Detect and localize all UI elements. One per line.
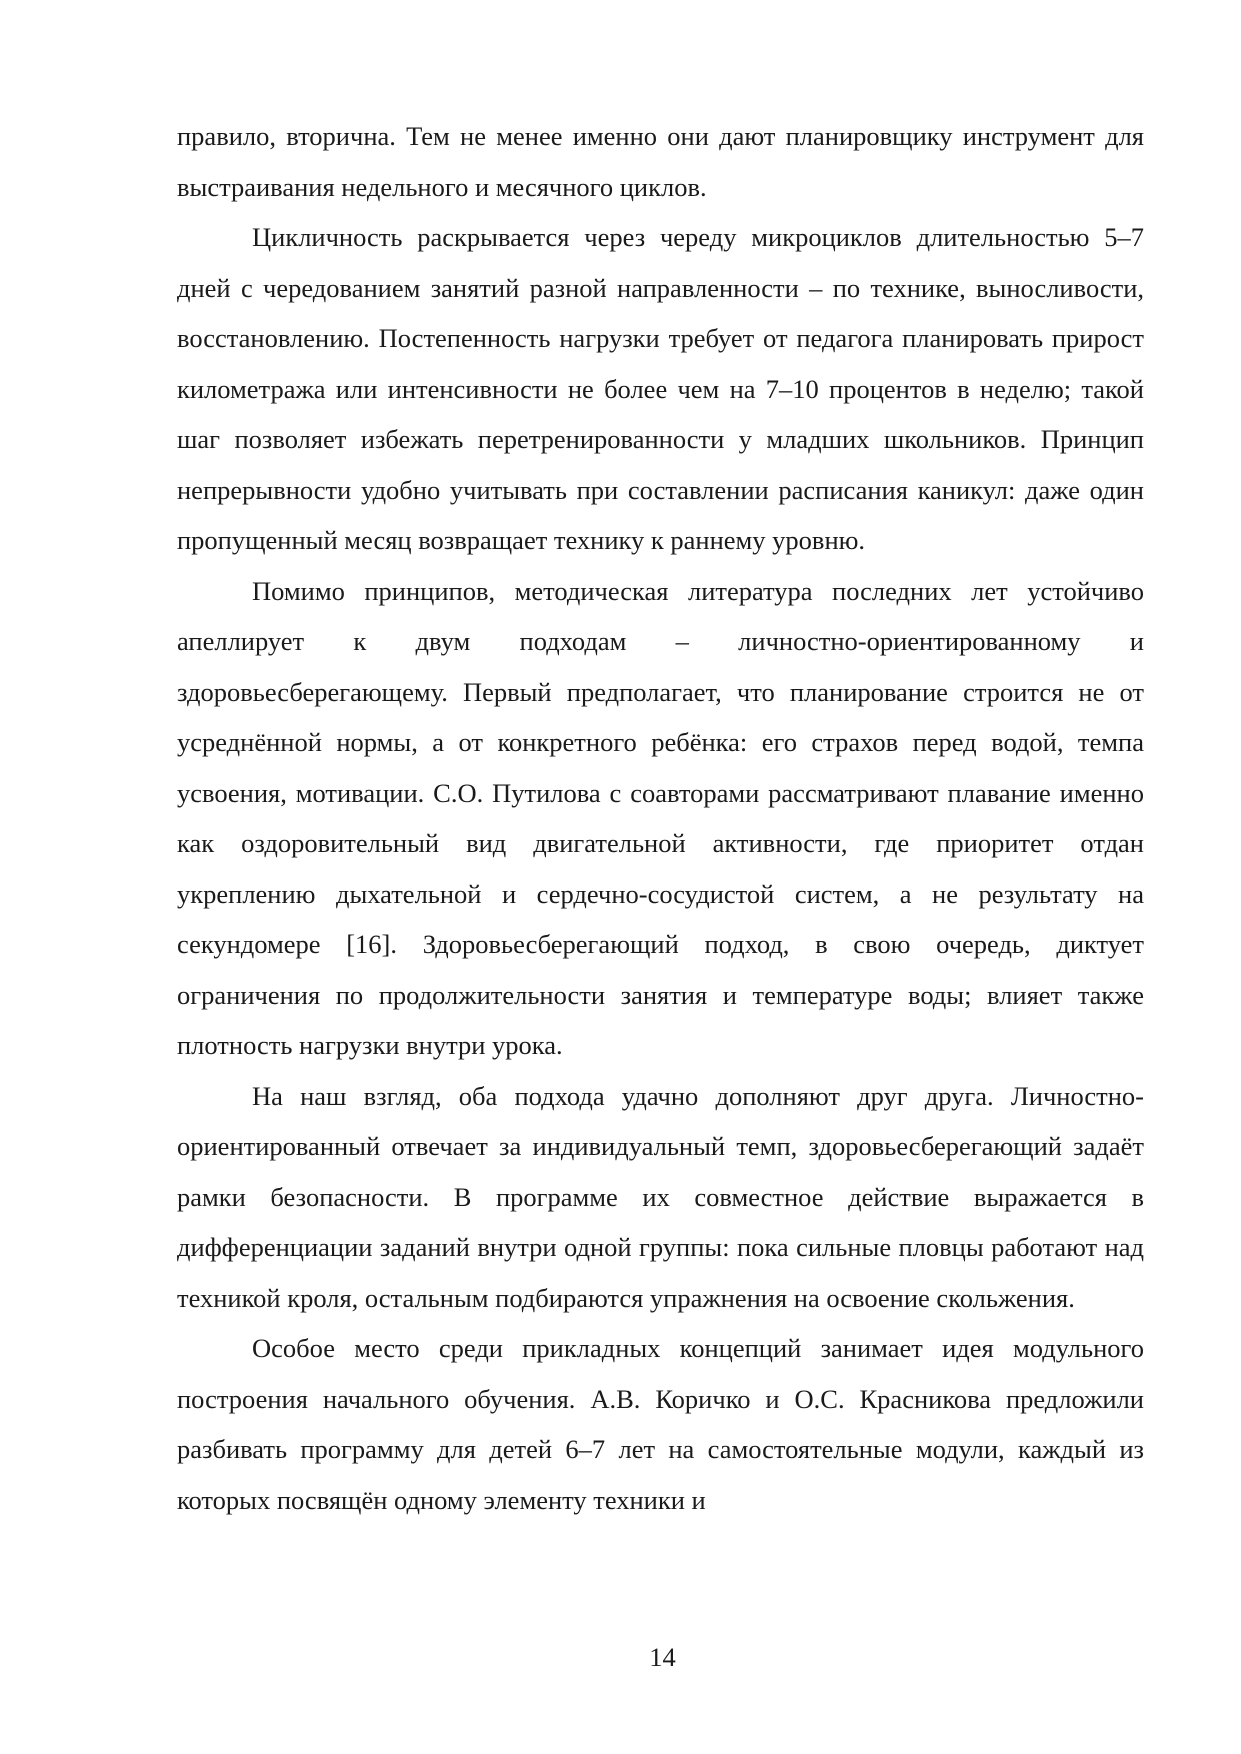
paragraph-5: Особое место среди прикладных концепций занимает идея модульного построения начального обучения. А.В. Коричко и О.С. Красникова предложили разбивать программу для детей 6–7 лет на самостоятельные модули, каждый из которых посвящён одному элементу техники и bbox=[177, 1333, 1144, 1515]
paragraph-2: Цикличность раскрывается через череду микроциклов длительностью 5–7 дней с чередованием занятий разной направленности – по технике, выносливости, восстановлению. Постепенность нагрузки требует от педагога планировать прирост километража или интенсивности не более чем на 7–10 процентов в неделю; такой шаг позволяет избежать перетренированности у младших школьников. Принцип непрерывности удобно учитывать при составлении расписания каникул: даже один пропущенный месяц возвращает технику к раннему уровню. bbox=[177, 222, 1144, 555]
paragraph-4: На наш взгляд, оба подхода удачно дополняют друг друга. Личностно-ориентированный отвечает за индивидуальный темп, здоровьесберегающий задаёт рамки безопасности. В программе их совместное действие выражается в дифференциации заданий внутри одной группы: пока сильные пловцы работают над техникой кроля, остальным подбираются упражнения на освоение скольжения. bbox=[177, 1080, 1144, 1313]
page-number: 14 bbox=[649, 1642, 676, 1672]
paragraph-1: правило, вторична. Тем не менее именно они дают планировщику инструмент для выстраивания недельного и месячного циклов. bbox=[177, 121, 1144, 202]
paragraph-3: Помимо принципов, методическая литература последних лет устойчиво апеллирует к двум подходам – личностно-ориентированному и здоровьесберегающему. Первый предполагает, что планирование строится не от усреднённой нормы, а от конкретного ребёнка: его страхов перед водой, темпа усвоения, мотивации. С.О. Путилова с соавторами рассматривают плавание именно как оздоровительный вид двигательной активности, где приоритет отдан укреплению дыхательной и сердечно-сосудистой систем, а не результату на секундомере [16]. Здоровьесберегающий подход, в свою очередь, диктует ограничения по продолжительности занятия и температуре воды; влияет также плотность нагрузки внутри урока. bbox=[177, 575, 1144, 1060]
document-body bbox=[177, 111, 1144, 1525]
